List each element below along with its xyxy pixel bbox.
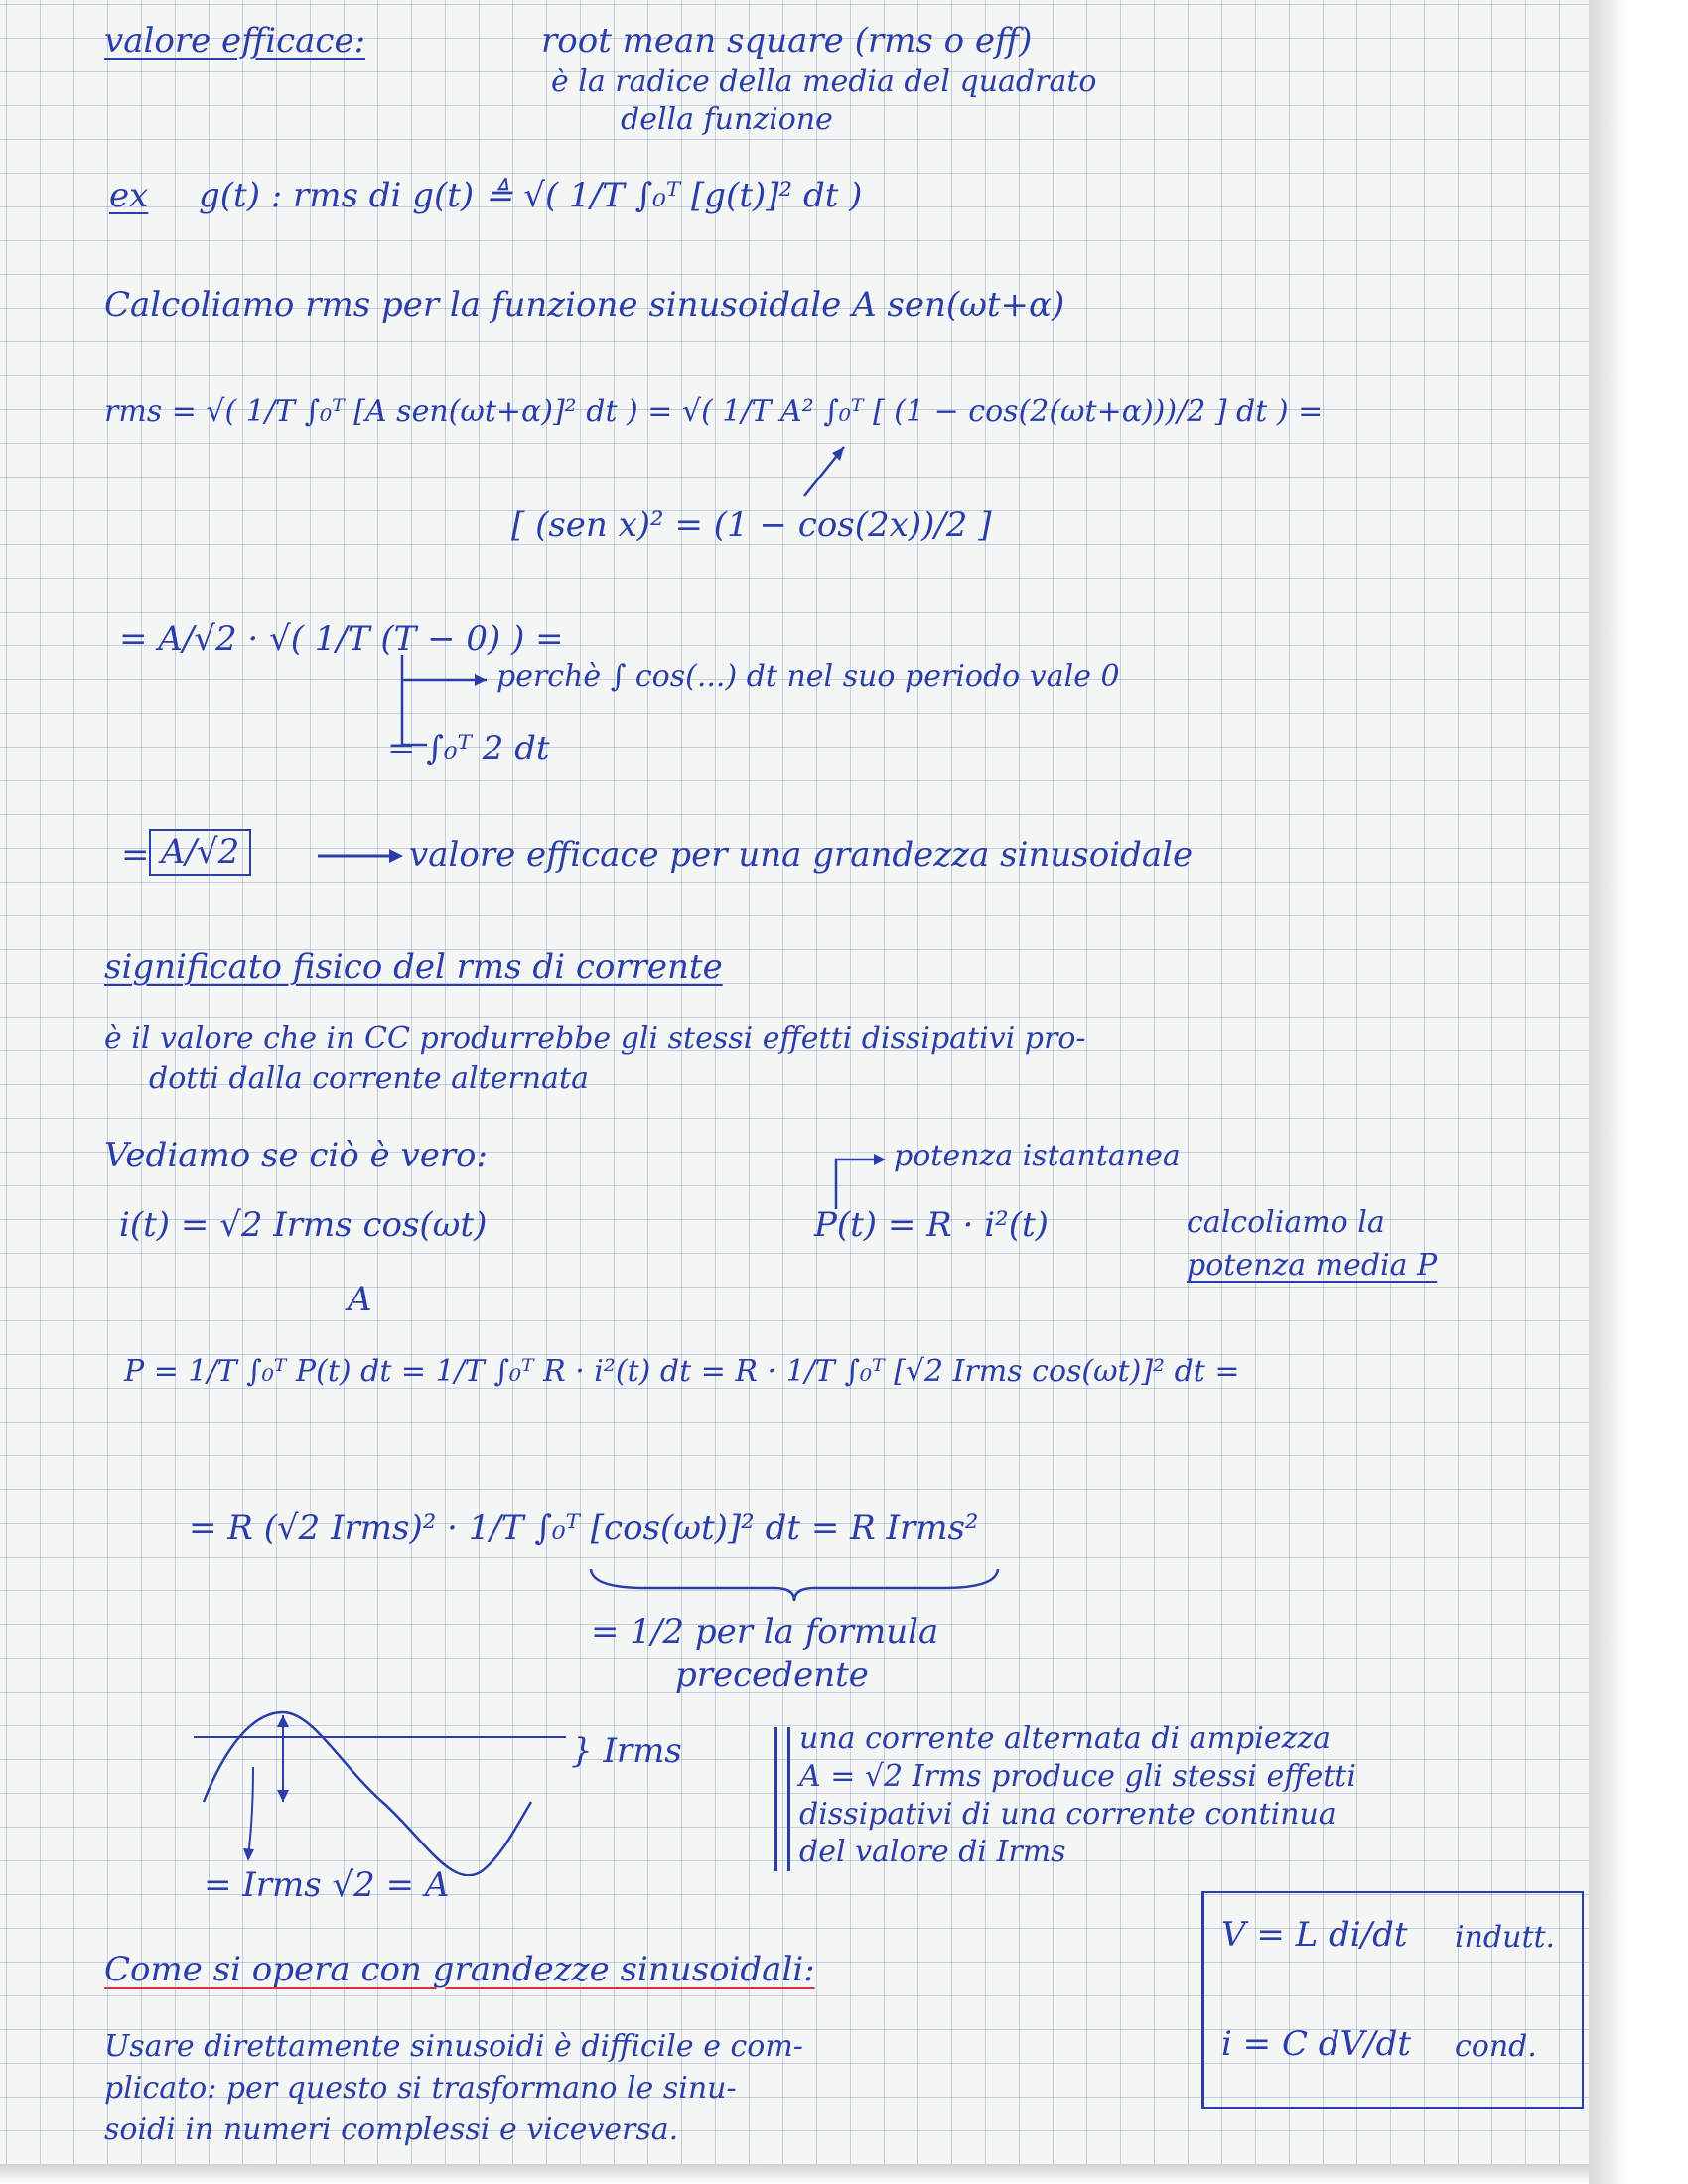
complex-intro-line-3: soidi in numeri complessi e viceversa. [104, 2113, 679, 2147]
physical-meaning-line-2: dotti dalla corrente alternata [149, 1061, 589, 1096]
rms-derivation-step2: = A/√2 · √( 1/T (T − 0) ) = [119, 619, 564, 659]
instant-power-formula: P(t) = R · i²(t) [814, 1205, 1049, 1245]
current-expression: i(t) = √2 Irms cos(ωt) [119, 1205, 488, 1245]
rms-definition-formula: g(t) : rms di g(t) ≜ √( 1/T ∫₀ᵀ [g(t)]² dt ) [199, 176, 863, 215]
half-value-note-2: precedente [675, 1655, 869, 1695]
complex-intro-line-1: Usare direttamente sinusoidi è difficile e com- [104, 2029, 803, 2064]
rms-result-box: A/√2 [149, 829, 251, 876]
conclusion-line-3: dissipativi di una corrente continua [799, 1797, 1336, 1832]
page-bottom-edge [0, 2164, 1589, 2184]
rms-derivation-step1: rms = √( 1/T ∫₀ᵀ [A sen(ωt+α)]² dt ) = √( 1/T A² ∫₀ᵀ [ (1 − cos(2(ωt+α)))/2 ] dt ) = [104, 394, 1324, 429]
capacitor-tag: cond. [1455, 2029, 1537, 2064]
instant-power-label: potenza istantanea [894, 1139, 1181, 1173]
amplitude-relation: = Irms √2 = A [204, 1865, 450, 1905]
conclusion-line-2: A = √2 Irms produce gli stessi effetti [799, 1759, 1356, 1794]
equals-sign: = [121, 835, 150, 875]
sinusoid-intro: Calcoliamo rms per la funzione sinusoidale A sen(ωt+α) [104, 285, 1065, 325]
half-value-note: = 1/2 per la formula [591, 1612, 939, 1652]
heading-valore-efficace: valore efficace: [104, 21, 366, 61]
complex-intro-line-2: plicato: per questo si trasformano le sinu- [104, 2071, 737, 2106]
cos-integral-note: perchè ∫ cos(...) dt nel suo periodo vale 0 [496, 659, 1120, 694]
underbrace [586, 1564, 1003, 1603]
rms-result-note: valore efficace per una grandezza sinusoidale [409, 835, 1194, 875]
trig-identity: [ (sen x)² = (1 − cos(2x))/2 ] [511, 505, 992, 545]
physical-meaning-line-1: è il valore che in CC produrrebbe gli stessi effetti dissipativi pro- [104, 1022, 1086, 1056]
integral-2dt: = ∫₀ᵀ 2 dt [387, 729, 550, 768]
heading-significato-fisico: significato fisico del rms di corrente [104, 947, 723, 987]
conclusion-line-4: del valore di Irms [799, 1835, 1066, 1869]
definition-line-2: è la radice della media del quadrato [551, 65, 1097, 99]
mean-power-note-2: potenza media P [1187, 1248, 1438, 1283]
example-label: ex [109, 176, 149, 215]
heading-grandezze-sinusoidali: Come si opera con grandezze sinusoidali: [104, 1950, 815, 1989]
verification-intro: Vediamo se ciò è vero: [104, 1136, 488, 1175]
sine-wave-sketch [194, 1707, 611, 1876]
bracket-arrow-icon [348, 650, 516, 759]
inductor-tag: indutt. [1455, 1920, 1556, 1955]
inductor-relation: V = L di/dt [1221, 1915, 1408, 1955]
mean-power-note-1: calcoliamo la [1187, 1205, 1385, 1240]
page-edge [1589, 0, 1628, 2184]
conclusion-line-1: una corrente alternata di ampiezza [799, 1721, 1332, 1756]
up-right-arrow-icon [814, 1152, 894, 1211]
right-arrow-icon [316, 844, 405, 868]
mean-power-result: = R (√2 Irms)² · 1/T ∫₀ᵀ [cos(ωt)]² dt = R Irms² [189, 1508, 979, 1548]
capacitor-relation: i = C dV/dt [1221, 2024, 1412, 2064]
mean-power-derivation: P = 1/T ∫₀ᵀ P(t) dt = 1/T ∫₀ᵀ R · i²(t) dt = R · 1/T ∫₀ᵀ [√2 Irms cos(ωt)]² dt = [124, 1354, 1240, 1389]
irms-level-label: } Irms [571, 1731, 682, 1771]
definition-rms: root mean square (rms o eff) [541, 21, 1033, 61]
arrow-icon [794, 437, 854, 506]
note-margin-bars [774, 1727, 790, 1871]
amplitude-label: A [348, 1280, 372, 1319]
definition-line-3: della funzione [621, 102, 833, 137]
